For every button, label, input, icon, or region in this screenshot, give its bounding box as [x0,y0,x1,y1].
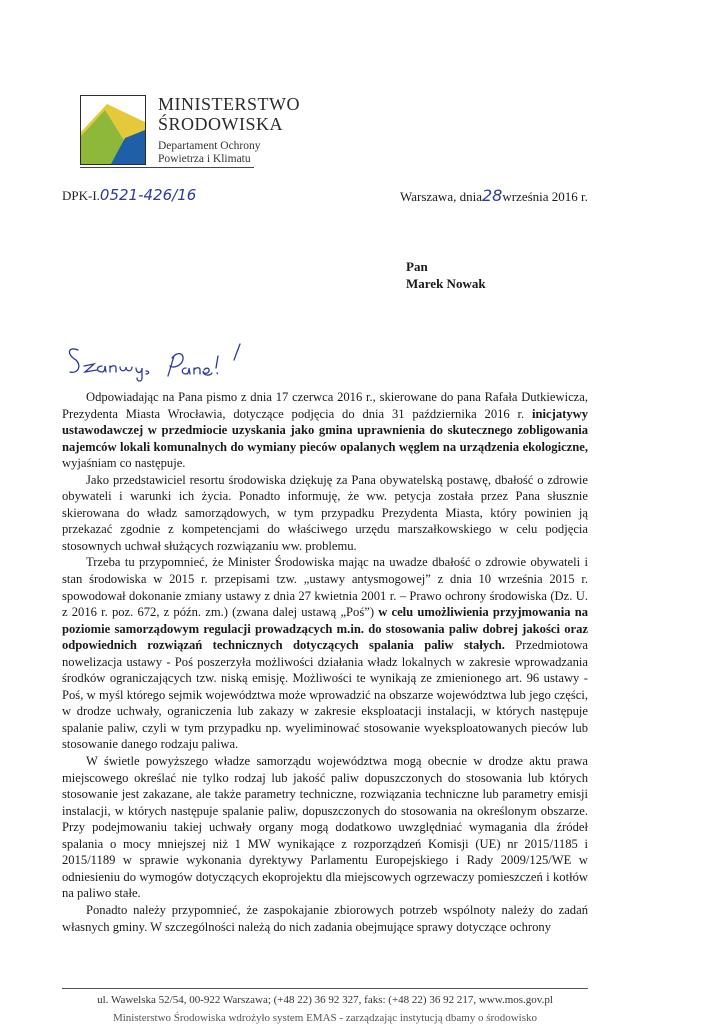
paragraph-5: Ponadto należy przypomnieć, że zaspokajanie zbiorowych potrzeb wspólnoty należy do zadań własnych gminy. W szczególności należą do nich zadania obejmujące sprawy dotyczące ochrony [62,902,588,934]
paragraph-4: W świetle powyższego władze samorządu województwa mogą obecnie w drodze aktu prawa miejscowego określać nie tylko rodzaj lub jakość paliw dopuszczonych do stosowania lub których stosowanie jest zakazane, ale także parametry techniczne, rozwiązania techniczne lub parametry emisji instalacji, w których następuje spalanie paliw, dopuszczonych do stosowania na określonym obszarze. Przy podejmowaniu takiej uchwały organy mogą dodatkowo uwzględniać wymagania dla źródeł spalania o mocy mniejszej niż 1 MW wynikające z rozporządzeń Komisji (UE) nr 2015/1185 i 2015/1189 w sprawie wykonania dyrektywy Parlamentu Europejskiego i Rady 2009/125/WE w odniesieniu do wymogów dotyczących ekoprojektu dla miejscowych ogrzewaczy pomieszczeń i kotłów na paliwo stałe. [62,754,588,901]
letterhead-divider [80,167,254,168]
ministry-logo-icon [80,95,146,165]
paragraph-3-text-a: Trzeba tu przypomnieć, że Minister Środowiska mając na uwadze dbałość o zdrowie obywateli i stan środowiska w 2015 r. przepisami tzw. „ustawy antysmogowej” z dnia 10 września 2015 r. spowodował dokonanie zmiany ustawy z dnia 27 kwietnia 2001 r. – Prawo ochrony środowiska (Dz. U. z 2016 r. poz. 672, z późn. zm.) (zwana dalej ustawą „Poś”) [62,555,588,620]
date-suffix: września 2016 r. [502,189,588,204]
handwritten-greeting-icon [62,338,272,388]
department-name [158,140,261,166]
reference-prefix: DPK-I. [62,188,100,203]
footer-emas-note: Ministerstwo Środowiska wdrożyło system EMAS - zarządzając instytucją dbamy o środowisko [112,1012,538,1024]
ministry-title-line2: ŚRODOWISKA [158,114,284,134]
recipient-title: Pan [406,259,428,274]
paragraph-1 [62,389,588,472]
footer-divider [62,988,588,989]
date-day-handwritten: 28 [481,186,503,205]
paragraph-1-text-b: wyjaśniam co następuje. [62,456,186,471]
document-reference [62,186,196,204]
dateline [400,186,588,205]
letter-body [62,389,588,935]
paragraph-3-text-b: Przedmiotowa nowelizacja ustawy - Poś poszerzyła możliwości działania władz lokalnych w zakresie wprowadzania środków ograniczających tzw. niską emisję. Możliwości te wynikają ze zmienionego art. 96 ustawy - Poś, w myśl którego sejmik województwa może wprowadzić na obszarze województwa lub jego części, w drodze uchwały, ograniczenia lub zakazy w zakresie eksploatacji instalacji, w których następuje spalanie paliw, czyli w tym przypadku np. wyeliminować stosowanie wyeksploatowanych pieców lub stosowanie danego rodzaju paliwa. [62,638,588,752]
department-line2: Powietrza i Klimatu [158,153,251,165]
paragraph-3 [62,554,588,753]
recipient-block [406,258,486,292]
footer-address: ul. Wawelska 52/54, 00-922 Warszawa; (+48 22) 36 92 327, faks: (+48 22) 36 92 217, www.mos.gov.pl [97,994,553,1006]
ministry-title [158,94,300,134]
ministry-title-line1: MINISTERSTWO [158,94,300,114]
paragraph-1-bold: inicjatywy ustawodawczej w przedmiocie uzyskania jako gmina uprawnienia do skutecznego zobligowania najemców lokali komunalnych do wymiany pieców opalanych węglem na urządzenia ekologiczne, [62,406,589,454]
paragraph-3-bold: w celu umożliwienia przyjmowania na poziomie samorządowym regulacji prowadzących m.in. do stosowania paliw dobrej jakości oraz odpowiednich rozwiązań technicznych dotyczących spalania paliw stałych. [62,605,589,653]
paragraph-2: Jako przedstawiciel resortu środowiska dziękuję za Pana obywatelską postawę, dbałość o zdrowie obywateli i warunki ich życia. Ponadto informuję, że ww. petycja została przez Pana słusznie skierowana do władz samorządowych, w tym przypadku Prezydenta Miasta, który powinien ją przekazać zgodnie z kompetencjami do właściwego urzędu marszałkowskiego w celu podjęcia stosownych uchwał służących rozwiązaniu ww. problemu. [62,472,588,553]
reference-number-handwritten: 0521-426/16 [99,186,197,204]
recipient-name: Marek Nowak [406,276,486,291]
paragraph-1-text-a: Odpowiadając na Pana pismo z dnia 17 czerwca 2016 r., skierowane do pana Rafała Dutkiewicza, Prezydenta Miasta Wrocławia, dotyczące podjęcia do dnia 31 października 2016 r. [62,390,588,421]
department-line1: Departament Ochrony [158,140,261,152]
date-prefix: Warszawa, dnia [400,189,482,204]
